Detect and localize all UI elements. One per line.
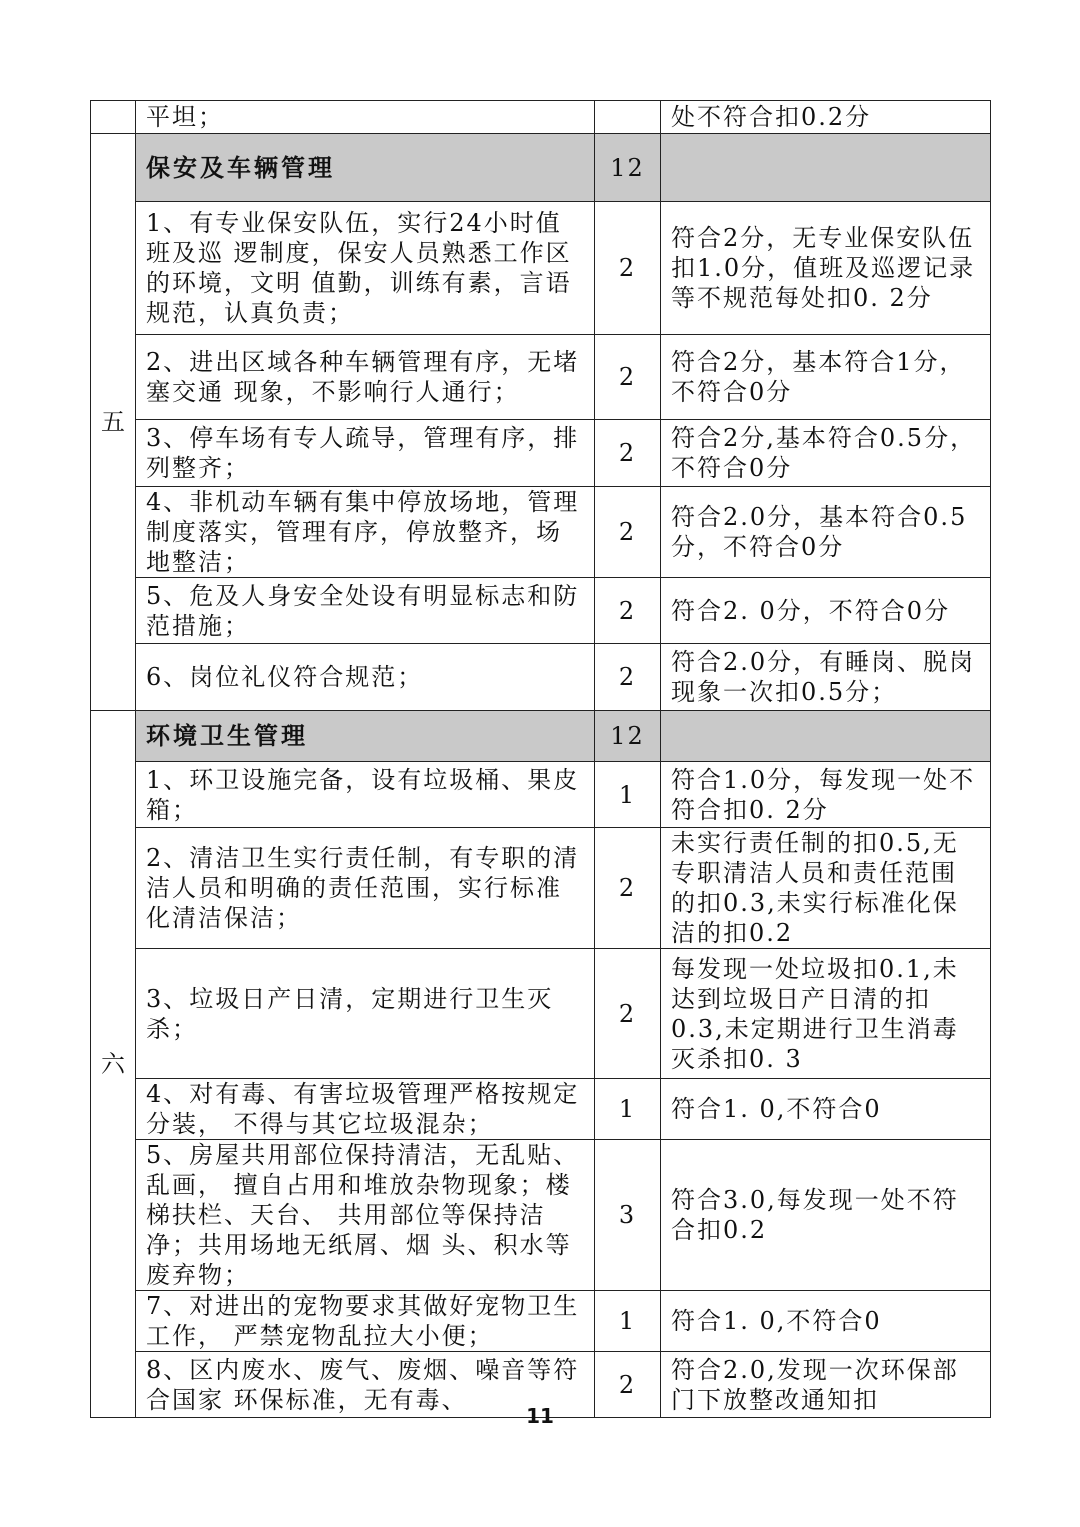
table-row <box>91 578 991 644</box>
section-header-row <box>91 711 991 762</box>
item-cell: 3、停车场有专人疏导，管理有序，排列整齐； <box>136 420 595 487</box>
score-cell: 2 <box>595 644 661 711</box>
score-cell: 2 <box>595 828 661 949</box>
table-row <box>91 762 991 828</box>
section-score: 12 <box>595 711 661 762</box>
page-number: 11 <box>526 1404 554 1428</box>
table-row <box>91 644 991 711</box>
score-cell: 1 <box>595 762 661 828</box>
score-cell: 2 <box>595 202 661 335</box>
table-row <box>91 420 991 487</box>
section-index: 五 <box>91 134 136 711</box>
standard-cell: 符合2分,基本符合0.5分，不符合0分 <box>661 420 991 487</box>
standard-cell: 符合1. 0,不符合0 <box>661 1291 991 1352</box>
item-cell: 2、进出区域各种车辆管理有序，无堵塞交通 现象，不影响行人通行； <box>136 335 595 420</box>
item-cell: 6、岗位礼仪符合规范； <box>136 644 595 711</box>
table-row <box>91 202 991 335</box>
standard-cell: 符合2. 0分，不符合0分 <box>661 578 991 644</box>
score-cell: 2 <box>595 1352 661 1418</box>
table-row <box>91 1079 991 1140</box>
standard-cell: 符合1. 0,不符合0 <box>661 1079 991 1140</box>
item-cell: 1、有专业保安队伍，实行24小时值班及巡 逻制度，保安人员熟悉工作区的环境，文明 值勤，训练有素，言语规范，认真负责； <box>136 202 595 335</box>
section-header-row <box>91 134 991 202</box>
standard-cell: 未实行责任制的扣0.5,无专职清洁人员和责任范围的扣0.3,未实行标准化保洁的扣0.2 <box>661 828 991 949</box>
standard-cell: 符合2分，无专业保安队伍扣1.0分，值班及巡逻记录等不规范每处扣0. 2分 <box>661 202 991 335</box>
item-cell: 7、对进出的宠物要求其做好宠物卫生工作， 严禁宠物乱拉大小便； <box>136 1291 595 1352</box>
score-cell: 2 <box>595 578 661 644</box>
table-row <box>91 949 991 1079</box>
item-cell: 平坦； <box>136 101 595 134</box>
table-row <box>91 828 991 949</box>
item-cell: 5、危及人身安全处设有明显标志和防范措施； <box>136 578 595 644</box>
standard-cell: 符合2.0,发现一次环保部门下放整改通知扣 <box>661 1352 991 1418</box>
section-standard-cell <box>661 711 991 762</box>
table-row <box>91 1140 991 1291</box>
score-cell: 2 <box>595 335 661 420</box>
score-cell: 3 <box>595 1140 661 1291</box>
section-score: 12 <box>595 134 661 202</box>
table-row <box>91 487 991 578</box>
section-title: 环境卫生管理 <box>136 711 595 762</box>
table-row <box>91 1291 991 1352</box>
item-cell: 8、区内废水、废气、废烟、噪音等符合国家 环保标准，无有毒、 <box>136 1352 595 1418</box>
standard-cell: 处不符合扣0.2分 <box>661 101 991 134</box>
score-cell: 2 <box>595 949 661 1079</box>
section-standard-cell <box>661 134 991 202</box>
assessment-table <box>90 100 991 1418</box>
table-row <box>91 335 991 420</box>
score-cell: 2 <box>595 420 661 487</box>
item-cell: 3、垃圾日产日清，定期进行卫生灭杀； <box>136 949 595 1079</box>
score-cell: 1 <box>595 1079 661 1140</box>
item-cell: 4、对有毒、有害垃圾管理严格按规定分装， 不得与其它垃圾混杂； <box>136 1079 595 1140</box>
standard-cell: 符合1.0分，每发现一处不符合扣0. 2分 <box>661 762 991 828</box>
section-index: 六 <box>91 711 136 1418</box>
item-cell: 4、非机动车辆有集中停放场地，管理制度落实，管理有序，停放整齐，场地整洁； <box>136 487 595 578</box>
standard-cell: 符合2分，基本符合1分，不符合0分 <box>661 335 991 420</box>
item-cell: 5、房屋共用部位保持清洁，无乱贴、乱画， 擅自占用和堆放杂物现象；楼梯扶栏、天台、 共用部位等保持洁净；共用场地无纸屑、烟 头、积水等废弃物； <box>136 1140 595 1291</box>
standard-cell: 符合3.0,每发现一处不符合扣0.2 <box>661 1140 991 1291</box>
standard-cell: 符合2.0分，有睡岗、脱岗现象一次扣0.5分； <box>661 644 991 711</box>
item-cell: 2、清洁卫生实行责任制，有专职的清洁人员和明确的责任范围，实行标准化清洁保洁； <box>136 828 595 949</box>
score-cell: 2 <box>595 487 661 578</box>
section-index-cell <box>91 101 136 134</box>
table-row <box>91 101 991 134</box>
standard-cell: 符合2.0分，基本符合0.5分，不符合0分 <box>661 487 991 578</box>
item-cell: 1、环卫设施完备，设有垃圾桶、果皮箱； <box>136 762 595 828</box>
score-cell: 1 <box>595 1291 661 1352</box>
standard-cell: 每发现一处垃圾扣0.1,未达到垃圾日产日清的扣0.3,未定期进行卫生消毒灭杀扣0. 3 <box>661 949 991 1079</box>
score-cell <box>595 101 661 134</box>
section-title: 保安及车辆管理 <box>136 134 595 202</box>
